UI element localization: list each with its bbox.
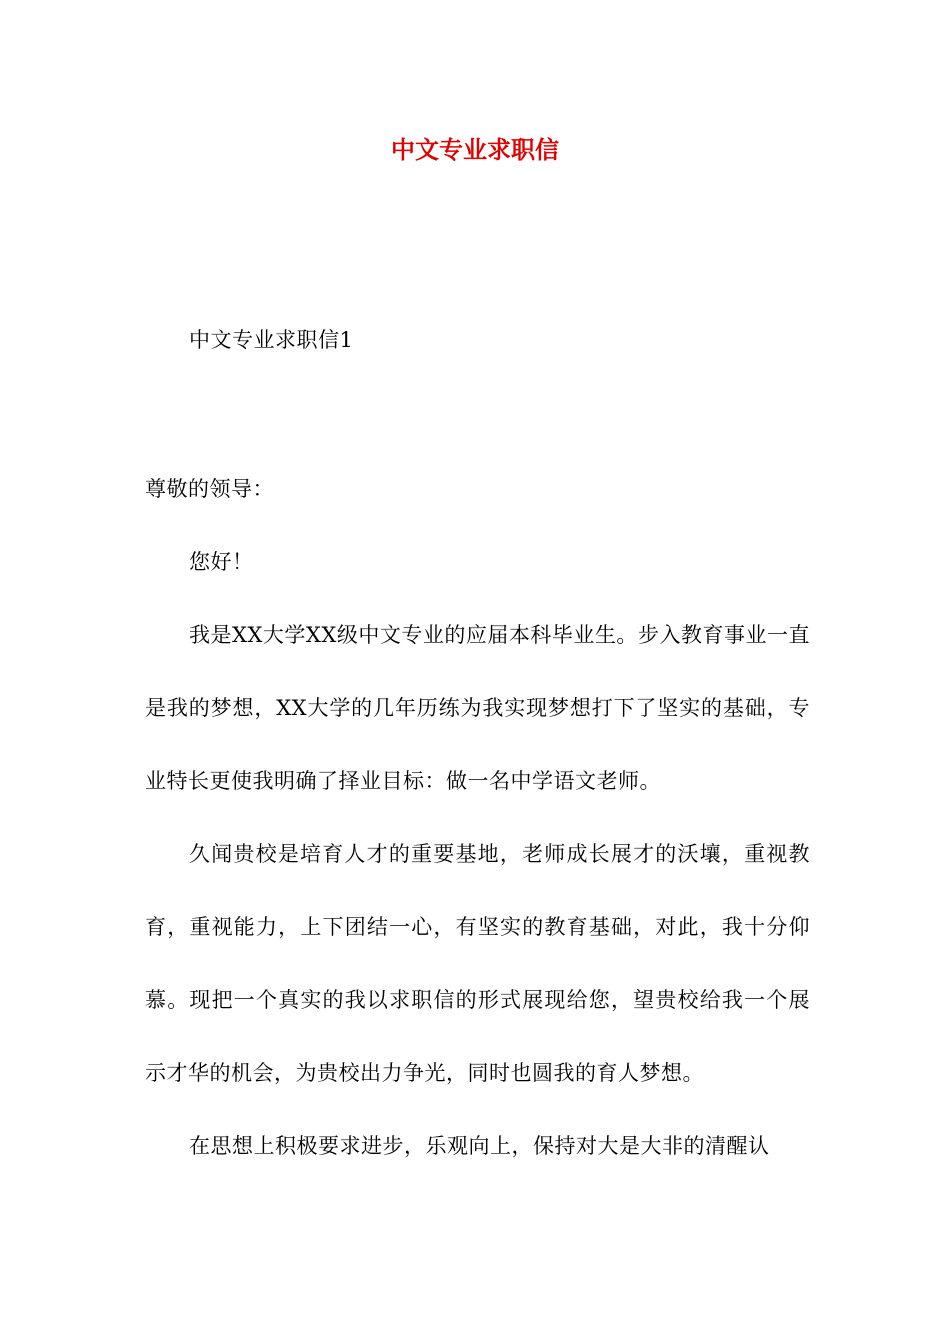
letter-subtitle: 中文专业求职信1 (189, 328, 354, 352)
paragraph-3: 在思想上积极要求进步，乐观向上，保持对大是大非的清醒认 (189, 1134, 770, 1158)
document-title: 中文专业求职信 (391, 135, 559, 164)
letter-greeting: 您好！ (189, 550, 254, 574)
letter-salutation: 尊敬的领导： (145, 477, 274, 501)
paragraph-2: 久闻贵校是培育人才的重要基地，老师成长展才的沃壤，重视教育，重视能力，上下团结一心，有坚实的教育基础，对此，我十分仰慕。现把一个真实的我以求职信的形式展现给您，望贵校给我一个展示才华的机会，为贵校出力争光，同时也圆我的育人梦想。 (145, 842, 810, 1085)
paragraph-1: 我是XX大学XX级中文专业的应届本科毕业生。步入教育事业一直是我的梦想，XX大学的几年历练为我实现梦想打下了坚实的基础，专业特长更使我明确了择业目标：做一名中学语文老师。 (145, 623, 810, 793)
